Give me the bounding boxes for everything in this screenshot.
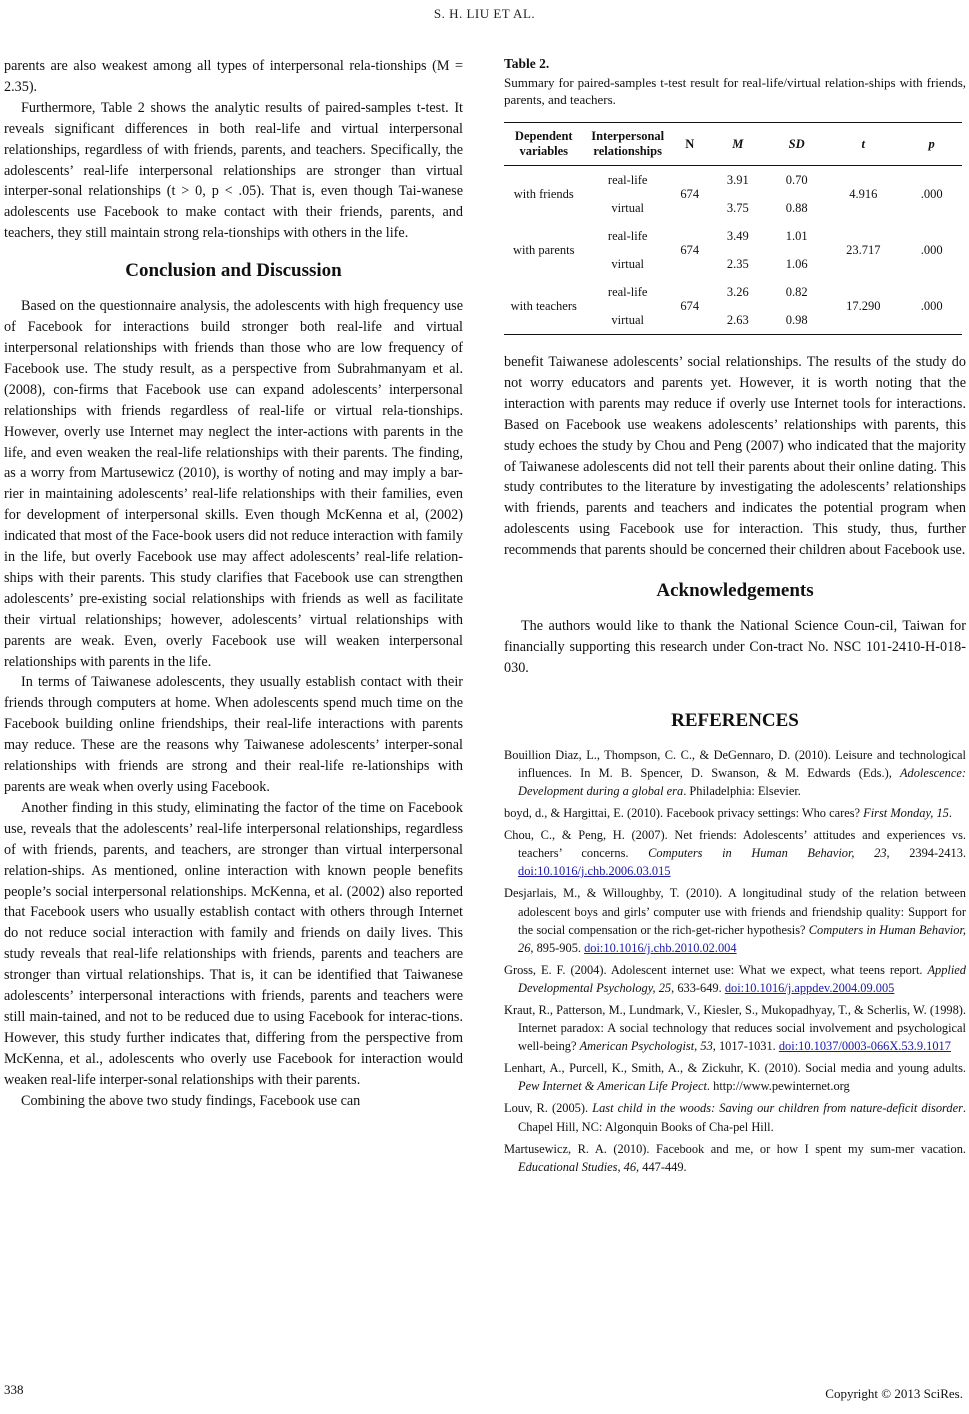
reference-text: 895-905.	[533, 940, 585, 955]
reference-text: .	[948, 806, 952, 821]
mean-cell: 3.49	[726, 228, 749, 243]
type-cell: virtual	[611, 200, 645, 215]
paragraph: The authors would like to thank the National Science Coun-cil, Taiwan for financially supporting this research under Con-tract No. NSC 101-2410-H-018-030.	[504, 618, 966, 676]
reference-text: 2394-2413.	[889, 846, 966, 861]
reference-entry	[504, 1001, 966, 1055]
table-label: Table 2.	[504, 56, 550, 71]
header-cell: Dependent variables	[504, 123, 584, 166]
sd-cell: 1.06	[785, 256, 808, 271]
table-caption: Summary for paired-samples t-test result for real-life/virtual relation-ships with friends, parents, and teachers.	[504, 75, 966, 107]
p-cell: .000	[920, 242, 943, 257]
reference-source: Pew Internet & American Life Project	[518, 1079, 707, 1094]
reference-text: Louv, R. (2005).	[504, 1101, 593, 1116]
header-cell: p	[901, 123, 962, 166]
sd-cell: 0.82	[785, 284, 808, 299]
reference-entry	[504, 1140, 966, 1176]
reference-entry	[504, 826, 966, 880]
reference-entry	[504, 804, 966, 822]
t-cell: 4.916	[849, 186, 878, 201]
sd-cell: 0.88	[785, 200, 808, 215]
type-cell: virtual	[584, 306, 672, 335]
reference-text: . Chapel Hill, NC: Algonquin Books of Cha-pel Hill.	[518, 1101, 967, 1134]
paragraph: In terms of Taiwanese adolescents, they usually establish contact with their friends through computers at home. When adolescents spend much time on the Facebook building online friendships, their real-life interactions with parents may reduce. These are the reasons why Taiwanese adolescents’ interper-sonal relationships with friends are strong and their real-life re-lationships with parents are weak when overly using Facebook.	[4, 674, 463, 795]
n-cell: 674	[680, 186, 700, 201]
p-cell: .000	[901, 278, 962, 335]
paragraph: Another finding in this study, eliminating the factor of the time on Facebook use, reveals that the adolescents’ real-life interpersonal relationships, regardless of with friends, parents, and teachers, are stronger than virtual interpersonal relation-ships. As mentioned, online interaction with known people benefits people’s social interpersonal relationships. McKenna, et al. (2002) also reported that Facebook users who usually establish contact with others through Internet do not reduce social interaction with family and friends on daily lives. This study reveals that real-life relationships with friends, parents and teachers are stronger than virtual relationships. That is, it can be identified that Taiwanese adolescents’ interpersonal interactions with friends, parents and teachers were still main-tained, and not to be reduced due to using Facebook for interac-tions. However, this study further indicates that, differing from the perspective from McKenna, et al., adolescents who overly use Facebook for interaction would weaken real-life interper-sonal relationships with their parents.	[4, 799, 463, 1088]
n-cell: 674	[680, 242, 700, 257]
reference-list	[504, 746, 966, 1176]
reference-text: 1017-1031.	[715, 1039, 779, 1054]
table-row	[504, 166, 962, 195]
reference-text: Martusewicz, R. A. (2010). Facebook and me, or how I spent my sum-mer vacation.	[504, 1141, 966, 1156]
t-cell: 23.717	[846, 242, 881, 257]
type-cell: real-life	[607, 284, 648, 299]
reference-text: . http://www.pewinternet.org	[706, 1079, 850, 1094]
paragraph: parents are also weakest among all types of interpersonal rela-tionships (M = 2.35).	[4, 58, 463, 95]
paragraph: benefit Taiwanese adolescents’ social relationships. The results of the study do not worry educators and parents yet. However, it is worth noting that the interaction with parents may reduce if overly use Internet tools for interactions. Based on Facebook use weakens adolescents’ relationships with parents, this study echoes the study by Chou and Peng (2007) who indicated that the majority of Taiwanese adolescents did not tell their parents about their online dating. This study contributes to the literature by investigating the adolescents’ relationships with friends, parents and teachers and indicates the potential program when adolescents using Facebook use for interaction. This study, thus, further recommends that parents should be concerned their children about Facebook use.	[504, 354, 966, 559]
reference-text: 447-449.	[639, 1159, 687, 1174]
reference-source: First Monday, 15	[863, 806, 949, 821]
running-header: S. H. LIU ET AL.	[433, 6, 536, 21]
reference-entry	[504, 1059, 966, 1095]
reference-source: Last child in the woods: Saving our children from nature-deficit disorder	[592, 1101, 963, 1116]
mean-cell: 2.35	[726, 256, 749, 271]
mean-cell: 3.75	[726, 200, 749, 215]
type-cell: virtual	[611, 256, 645, 271]
paragraph: Combining the above two study findings, Facebook use can	[21, 1092, 361, 1109]
t-cell: 17.290	[825, 278, 901, 335]
results-table	[504, 122, 962, 335]
header-cell: Interpersonal relationships	[584, 123, 672, 166]
paragraph: Furthermore, Table 2 shows the analytic results of paired-samples t-test. It reveals significant differences in both real-life and virtual interpersonal relationships, regardless of with friends, parents, and teachers. Specifically, the adolescents’ real-life interpersonal relationships are stronger than virtual interper-sonal relationships (t > 0, p < .05). That is, even though Tai-wanese adolescents use Facebook to make contact with their friends, parents, and teachers, they still maintain strong rela-tionships with others in the life.	[4, 99, 463, 242]
p-cell: .000	[920, 186, 943, 201]
doi-link[interactable]: doi:10.1016/j.chb.2010.02.004	[584, 940, 737, 955]
mean-cell: 3.26	[726, 284, 749, 299]
n-cell: 674	[672, 278, 708, 335]
paragraph: Based on the questionnaire analysis, the adolescents with high frequency use of Facebook for interactions build stronger both real-life and virtual interpersonal relationships with friends than those who are low frequency of Facebook use. The study result, as a perspective from Subrahmanyam et al. (2008), con-firms that Facebook use can expand adolescents’ interpersonal relationships with friends regardless of real-life or virtual rela-tionships. However, overly use Internet may neglect the inter-actions with parents in the life, and even weaken the real-life relationships with their parents. The finding, as a worry from Martusewicz (2010), is worthy of noting and may imply a bar-rier in maintaining adolescents’ real-life relationships with their families, even for development of interpersonal skills. Even though McKenna et al, (2002) indicated that most of the Face-book users did not reduce interaction with family in the life, but overly Facebook use may affect adolescents’ real-life relation-ships with their parents. This study clarifies that Facebook use can strengthen adolescents’ pre-existing social relationships with friends as well as facilitate their virtual relationships; however, adolescents’ virtual relationships with parents are weak. Even, overly Facebook use will weaken interpersonal relationships with parents in the life.	[4, 298, 463, 670]
page-number: 338	[4, 1382, 24, 1397]
reference-text: Lenhart, A., Purcell, K., Smith, A., & Zickuhr, K. (2010). Social media and young adults.	[504, 1061, 966, 1076]
reference-text: . Philadelphia: Elsevier.	[683, 783, 801, 798]
table-row	[504, 222, 962, 250]
reference-text: Desjarlais, M., & Willoughby, T. (2010). A longitudinal study of the relation between adolescent boys and girls’ computer use with friends and friendship quality: Support for the social compensation or the rich-get-richer hypothesis?	[504, 886, 966, 937]
reference-entry	[504, 1099, 966, 1135]
reference-source: Adolescence: Development during a global era	[518, 765, 966, 798]
reference-text: Bouillion Diaz, L., Thompson, C. C., & DeGennaro, D. (2010). Leisure and technological influences. In M. B. Spencer, D. Swanson, & M. Edwards (Eds.),	[504, 747, 966, 780]
table-header-row	[504, 123, 962, 166]
reference-entry	[504, 884, 966, 956]
copyright-notice: Copyright © 2013 SciRes.	[825, 1386, 963, 1401]
group-cell: with parents	[513, 242, 575, 257]
left-column	[4, 56, 463, 1112]
header-cell: N	[672, 123, 708, 166]
right-column	[504, 56, 966, 1180]
reference-source: Educational Studies, 46,	[518, 1159, 640, 1174]
sd-cell: 0.70	[785, 172, 808, 187]
reference-text: boyd, d., & Hargittai, E. (2010). Facebook privacy settings: Who cares?	[504, 806, 864, 821]
doi-link[interactable]: doi:10.1037/0003-066X.53.9.1017	[778, 1039, 951, 1054]
doi-link[interactable]: doi:10.1016/j.appdev.2004.09.005	[724, 980, 895, 995]
reference-source: American Psychologist, 53,	[579, 1039, 716, 1054]
type-cell: real-life	[607, 228, 648, 243]
doi-link[interactable]: doi:10.1016/j.chb.2006.03.015	[518, 864, 671, 879]
group-cell: with teachers	[504, 278, 584, 335]
reference-text: Gross, E. F. (2004). Adolescent internet use: What we expect, what teens report.	[504, 962, 928, 977]
reference-entry	[504, 961, 966, 997]
reference-source: Computers in Human Behavior, 26,	[518, 922, 966, 955]
sd-cell: 0.98	[768, 306, 825, 335]
reference-text: Chou, C., & Peng, H. (2007). Net friends: Adolescents’ attitudes and experiences vs. teachers’ concerns.	[504, 828, 966, 861]
section-heading: REFERENCES	[671, 709, 799, 731]
reference-entry	[504, 746, 966, 800]
type-cell: real-life	[607, 172, 648, 187]
header-cell: SD	[768, 123, 825, 166]
group-cell: with friends	[513, 186, 574, 201]
reference-source: Applied Developmental Psychology, 25	[518, 962, 966, 995]
header-cell: t	[825, 123, 901, 166]
reference-text: , 633-649.	[671, 980, 725, 995]
sd-cell: 1.01	[785, 228, 808, 243]
reference-source: Computers in Human Behavior, 23,	[648, 846, 890, 861]
section-heading: Acknowledgements	[656, 580, 814, 602]
mean-cell: 3.91	[726, 172, 749, 187]
table-row	[504, 278, 962, 306]
header-cell: M	[708, 123, 769, 166]
section-heading: Conclusion and Discussion	[125, 260, 342, 282]
reference-text: Kraut, R., Patterson, M., Lundmark, V., Kiesler, S., Mukopadhyay, T., & Scherlis, W. (1998). Internet paradox: A social technology that reduces social involvement and psychological well-being?	[504, 1003, 966, 1054]
mean-cell: 2.63	[708, 306, 769, 335]
